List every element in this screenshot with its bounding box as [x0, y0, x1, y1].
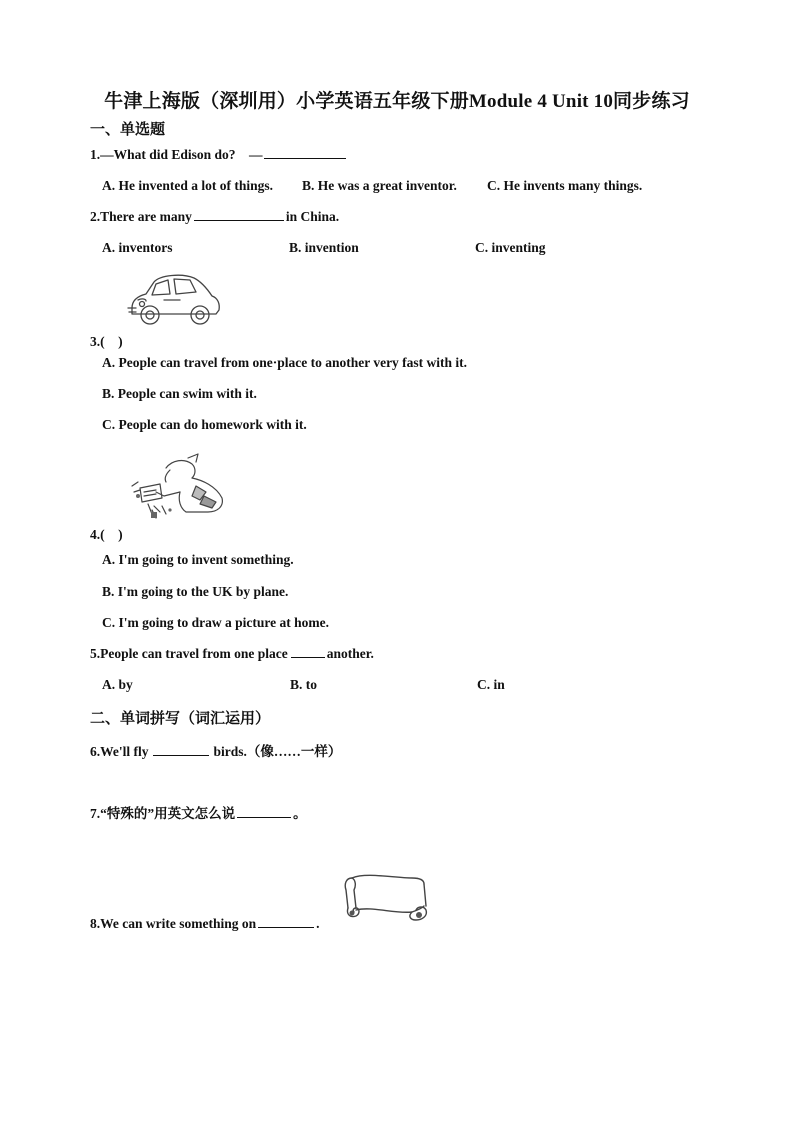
- q5-option-a: A. by: [102, 677, 133, 692]
- q3-option-c: C. People can do homework with it.: [102, 417, 307, 432]
- question-7-pre: 7.“特殊的”用英文怎么说: [90, 806, 236, 821]
- inventor-image: [126, 452, 230, 522]
- answer-blank[interactable]: [291, 656, 325, 658]
- q5-option-c: C. in: [477, 677, 505, 692]
- question-6-post: birds.（像……一样）: [213, 744, 342, 759]
- section-heading-1: 一、单选题: [90, 122, 166, 138]
- q4-option-c: C. I'm going to draw a picture at home.: [102, 615, 329, 630]
- answer-blank[interactable]: [237, 816, 291, 818]
- question-2: [90, 209, 339, 225]
- answer-blank[interactable]: [258, 926, 314, 928]
- q2-option-a: A. inventors: [102, 240, 173, 255]
- q1-option-b: B. He was a great inventor.: [302, 178, 457, 193]
- question-2-pre: 2.There are many: [90, 209, 192, 224]
- q4-option-b: B. I'm going to the UK by plane.: [102, 584, 289, 599]
- q3-option-b: B. People can swim with it.: [102, 386, 257, 401]
- q5-option-b: B. to: [290, 677, 317, 692]
- question-3: 3.( ): [90, 334, 123, 349]
- answer-blank[interactable]: [153, 754, 209, 756]
- section-heading-2: 二、单词拼写（词汇运用）: [90, 711, 271, 727]
- q1-option-a: A. He invented a lot of things.: [102, 178, 274, 193]
- q2-option-c: C. inventing: [475, 240, 546, 255]
- answer-blank[interactable]: [194, 219, 284, 221]
- question-5-pre: 5.People can travel from one place: [90, 646, 288, 661]
- question-5: [90, 646, 374, 662]
- car-image: [124, 270, 224, 328]
- question-5-post: another.: [326, 646, 374, 661]
- question-8-post: .: [316, 916, 320, 931]
- question-7-post: 。: [293, 806, 307, 821]
- q3-option-a: A. People can travel from one·place to another very fast with it.: [102, 355, 468, 370]
- page-title: 牛津上海版（深圳用）小学英语五年级下册Module 4 Unit 10同步练习: [104, 91, 690, 112]
- question-1-dash: —: [248, 147, 263, 162]
- q2-option-b: B. invention: [289, 240, 359, 255]
- question-8: [90, 916, 320, 932]
- question-7: [90, 802, 307, 822]
- q1-option-c: C. He invents many things.: [487, 178, 643, 193]
- q4-option-a: A. I'm going to invent something.: [102, 552, 294, 567]
- question-4: 4.( ): [90, 527, 123, 542]
- question-2-post: in China.: [285, 209, 340, 224]
- paper-scroll-image: [338, 870, 434, 922]
- question-1: [90, 147, 348, 163]
- question-8-pre: 8.We can write something on: [90, 916, 257, 931]
- question-6: [90, 740, 341, 760]
- question-1-text: 1.—What did Edison do?: [90, 147, 236, 162]
- question-6-pre: 6.We'll fly: [90, 744, 149, 759]
- answer-blank[interactable]: [264, 157, 346, 159]
